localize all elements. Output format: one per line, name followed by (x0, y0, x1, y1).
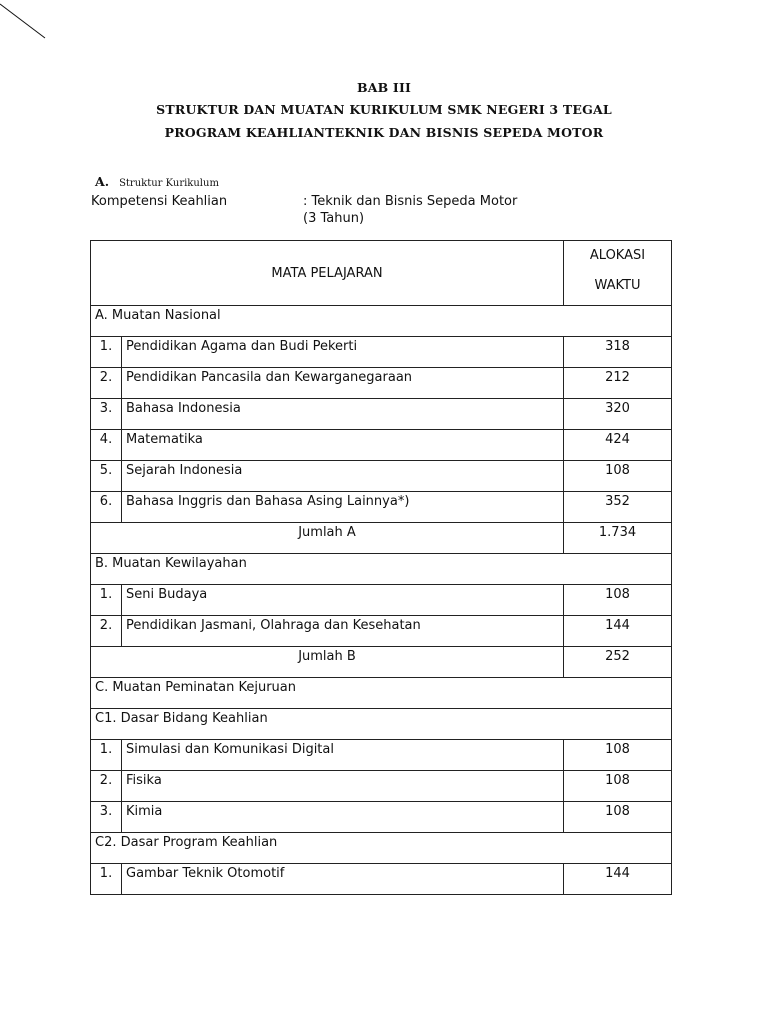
row-value: 108 (564, 740, 672, 771)
section-a-heading (95, 171, 219, 190)
row-subject: Bahasa Inggris dan Bahasa Asing Lainnya*) (122, 492, 564, 523)
row-value: 318 (564, 337, 672, 368)
row-number: 2. (91, 616, 122, 647)
row-number: 1. (91, 864, 122, 895)
row-number: 4. (91, 430, 122, 461)
document-title-line-2: PROGRAM KEAHLIANTEKNIK DAN BISNIS SEPEDA MOTOR (164, 125, 604, 140)
row-subject: Gambar Teknik Otomotif (122, 864, 564, 895)
sum-value-b: 252 (564, 647, 672, 678)
row-value: 424 (564, 430, 672, 461)
row-number: 5. (91, 461, 122, 492)
kompetensi-value: : Teknik dan Bisnis Sepeda Motor (303, 194, 518, 209)
group-row (91, 678, 672, 709)
table-row (91, 368, 672, 399)
subgroup-title-c1: C1. Dasar Bidang Keahlian (91, 709, 672, 740)
sum-label-b: Jumlah B (91, 647, 564, 678)
table-header-row (91, 241, 672, 306)
sum-label-a: Jumlah A (91, 523, 564, 554)
row-subject: Sejarah Indonesia (122, 461, 564, 492)
row-value: 144 (564, 616, 672, 647)
row-value: 320 (564, 399, 672, 430)
kompetensi-label: Kompetensi Keahlian (91, 194, 228, 209)
sum-row (91, 523, 672, 554)
row-subject: Simulasi dan Komunikasi Digital (122, 740, 564, 771)
row-number: 1. (91, 585, 122, 616)
group-row (91, 554, 672, 585)
subgroup-row (91, 709, 672, 740)
row-number: 1. (91, 337, 122, 368)
row-number: 3. (91, 802, 122, 833)
row-value: 108 (564, 802, 672, 833)
kompetensi-block (91, 194, 518, 226)
table-row (91, 337, 672, 368)
group-title-a: A. Muatan Nasional (91, 306, 672, 337)
row-value: 352 (564, 492, 672, 523)
row-value: 108 (564, 771, 672, 802)
table-row (91, 461, 672, 492)
row-subject: Seni Budaya (122, 585, 564, 616)
row-subject: Matematika (122, 430, 564, 461)
header-subject: MATA PELAJARAN (91, 241, 564, 306)
table-row (91, 399, 672, 430)
row-value: 212 (564, 368, 672, 399)
table-row (91, 430, 672, 461)
row-subject: Bahasa Indonesia (122, 399, 564, 430)
row-subject: Pendidikan Jasmani, Olahraga dan Kesehatan (122, 616, 564, 647)
header-time (564, 241, 672, 306)
header-time-line-2: WAKTU (594, 278, 641, 293)
table-row (91, 585, 672, 616)
section-title: Struktur Kurikulum (119, 178, 219, 189)
table-row (91, 802, 672, 833)
row-number: 2. (91, 771, 122, 802)
document-title-line-1: STRUKTUR DAN MUATAN KURIKULUM SMK NEGERI 3 TEGAL (156, 102, 612, 117)
row-number: 3. (91, 399, 122, 430)
curriculum-table (90, 240, 672, 895)
row-value: 108 (564, 585, 672, 616)
table-row (91, 771, 672, 802)
row-subject: Pendidikan Pancasila dan Kewarganegaraan (122, 368, 564, 399)
kompetensi-duration: (3 Tahun) (303, 211, 365, 226)
chapter-heading: BAB III (356, 80, 412, 95)
row-subject: Fisika (122, 771, 564, 802)
subgroup-row (91, 833, 672, 864)
row-subject: Kimia (122, 802, 564, 833)
row-number: 2. (91, 368, 122, 399)
row-number: 6. (91, 492, 122, 523)
row-subject: Pendidikan Agama dan Budi Pekerti (122, 337, 564, 368)
sum-row (91, 647, 672, 678)
header-time-line-1: ALOKASI (589, 248, 646, 263)
section-letter: A. (95, 174, 110, 189)
table-row (91, 492, 672, 523)
row-number: 1. (91, 740, 122, 771)
group-title-b: B. Muatan Kewilayahan (91, 554, 672, 585)
table-row (91, 864, 672, 895)
corner-fold-line (0, 0, 60, 50)
table-row (91, 616, 672, 647)
sum-value-a: 1.734 (564, 523, 672, 554)
table-row (91, 740, 672, 771)
subgroup-title-c2: C2. Dasar Program Keahlian (91, 833, 672, 864)
row-value: 108 (564, 461, 672, 492)
row-value: 144 (564, 864, 672, 895)
group-row (91, 306, 672, 337)
group-title-c: C. Muatan Peminatan Kejuruan (91, 678, 672, 709)
